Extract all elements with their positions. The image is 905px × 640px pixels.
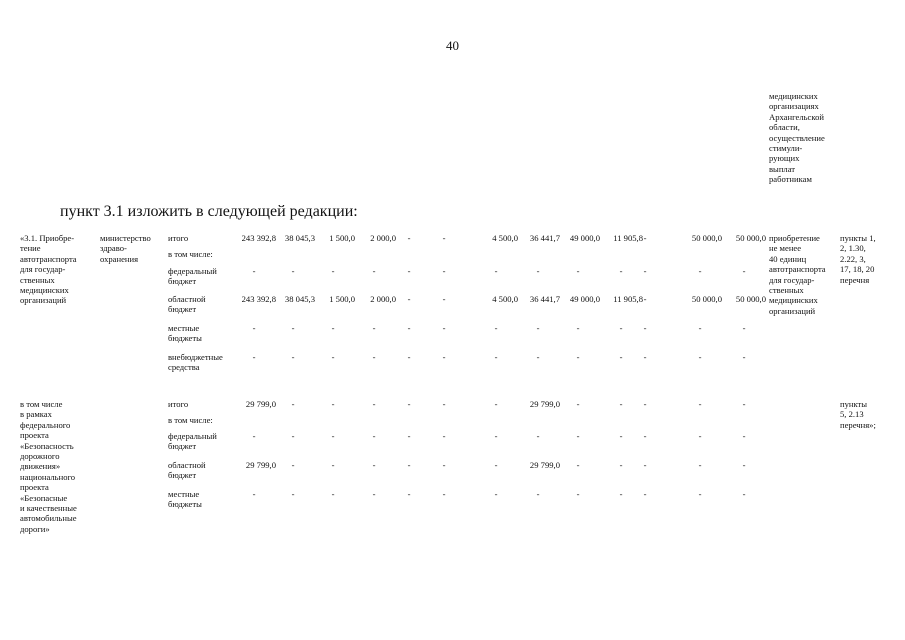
funding-value-cell: - bbox=[643, 352, 647, 362]
funding-value-cell: - bbox=[619, 489, 623, 499]
funding-value-cell: - bbox=[698, 266, 702, 276]
funding-value-cell: - bbox=[252, 266, 256, 276]
funding-value-cell: 29 799,0 bbox=[245, 399, 276, 409]
funding-value-cell: - bbox=[291, 489, 295, 499]
funding-value-cell: - bbox=[372, 489, 376, 499]
funding-value-cell: - bbox=[536, 431, 540, 441]
funding-value-cell: - bbox=[742, 266, 746, 276]
funding-source-label: итого bbox=[168, 233, 189, 243]
funding-source-label: местные бюджеты bbox=[168, 323, 202, 344]
funding-value-cell: - bbox=[576, 323, 580, 333]
funding-value-cell: - bbox=[291, 323, 295, 333]
funding-value-cell: - bbox=[643, 431, 647, 441]
funding-value-cell: - bbox=[698, 460, 702, 470]
funding-source-label: областной бюджет bbox=[168, 460, 206, 481]
funding-value-cell: - bbox=[407, 460, 411, 470]
funding-value-cell: - bbox=[576, 399, 580, 409]
funding-value-cell: - bbox=[643, 323, 647, 333]
funding-value-cell: 50 000,0 bbox=[691, 294, 722, 304]
measure-name: «3.1. Приобре- тение автотранспорта для государ- ственных медицинских организаций bbox=[20, 233, 77, 306]
funding-value-cell: 4 500,0 bbox=[492, 233, 518, 243]
funding-source-label: в том числе: bbox=[168, 249, 213, 259]
funding-value-cell: - bbox=[494, 489, 498, 499]
funding-value-cell: - bbox=[742, 489, 746, 499]
funding-value-cell: 38 045,3 bbox=[284, 233, 315, 243]
funding-value-cell: - bbox=[698, 399, 702, 409]
funding-value-cell: - bbox=[331, 489, 335, 499]
funding-value-cell: - bbox=[372, 431, 376, 441]
funding-value-cell: - bbox=[576, 266, 580, 276]
funding-source-label: местные бюджеты bbox=[168, 489, 202, 510]
funding-value-cell: - bbox=[576, 489, 580, 499]
funding-value-cell: - bbox=[619, 323, 623, 333]
funding-value-cell: - bbox=[331, 352, 335, 362]
funding-source-label: внебюджетные средства bbox=[168, 352, 223, 373]
funding-value-cell: 243 392,8 bbox=[241, 294, 276, 304]
funding-value-cell: - bbox=[372, 266, 376, 276]
funding-value-cell: 29 799,0 bbox=[529, 399, 560, 409]
funding-value-cell: - bbox=[372, 460, 376, 470]
funding-value-cell: - bbox=[372, 352, 376, 362]
funding-value-cell: - bbox=[252, 431, 256, 441]
funding-value-cell: 243 392,8 bbox=[241, 233, 276, 243]
funding-value-cell: - bbox=[407, 431, 411, 441]
funding-value-cell: - bbox=[442, 399, 446, 409]
funding-value-cell: - bbox=[536, 489, 540, 499]
funding-value-cell: - bbox=[291, 352, 295, 362]
funding-value-cell: - bbox=[291, 460, 295, 470]
funding-value-cell: - bbox=[619, 399, 623, 409]
funding-value-cell: - bbox=[536, 352, 540, 362]
funding-value-cell: - bbox=[494, 323, 498, 333]
funding-value-cell: - bbox=[742, 431, 746, 441]
funding-value-cell: - bbox=[698, 489, 702, 499]
funding-value-cell: - bbox=[407, 352, 411, 362]
funding-value-cell: 29 799,0 bbox=[529, 460, 560, 470]
funding-source-label: областной бюджет bbox=[168, 294, 206, 315]
funding-value-cell: 1 500,0 bbox=[329, 233, 355, 243]
funding-value-cell: - bbox=[331, 460, 335, 470]
funding-value-cell: 4 500,0 bbox=[492, 294, 518, 304]
funding-value-cell: 2 000,0 bbox=[370, 294, 396, 304]
funding-value-cell: - bbox=[252, 352, 256, 362]
funding-value-cell: 36 441,7 bbox=[529, 233, 560, 243]
funding-value-cell: - bbox=[494, 460, 498, 470]
funding-value-cell: - bbox=[442, 489, 446, 499]
amendment-heading: пункт 3.1 изложить в следующей редакции: bbox=[60, 203, 358, 220]
funding-value-cell: 50 000,0 bbox=[735, 294, 766, 304]
expected-result: приобретение не менее 40 единиц автотранспорта для государ- ственных медицинских организаций bbox=[769, 233, 826, 316]
funding-value-cell: 50 000,0 bbox=[691, 233, 722, 243]
funding-value-cell: - bbox=[291, 431, 295, 441]
funding-value-cell: - bbox=[742, 460, 746, 470]
funding-source-label: федеральный бюджет bbox=[168, 266, 217, 287]
funding-value-cell: - bbox=[698, 323, 702, 333]
funding-value-cell: 1 500,0 bbox=[329, 294, 355, 304]
funding-value-cell: - bbox=[407, 399, 411, 409]
funding-value-cell: - bbox=[494, 266, 498, 276]
funding-value-cell: 11 905,8 bbox=[613, 294, 643, 304]
funding-source-label: федеральный бюджет bbox=[168, 431, 217, 452]
funding-value-cell: - bbox=[407, 294, 411, 304]
funding-value-cell: - bbox=[742, 323, 746, 333]
funding-value-cell: - bbox=[331, 399, 335, 409]
funding-value-cell: - bbox=[407, 266, 411, 276]
funding-value-cell: - bbox=[331, 431, 335, 441]
previous-goal-fragment: медицинских организациях Архангельской области, осуществление стимули- рующих выплат работникам bbox=[769, 91, 825, 185]
indicator-references: пункты 5, 2.13 перечня»; bbox=[840, 399, 876, 430]
funding-value-cell: - bbox=[494, 431, 498, 441]
funding-value-cell: - bbox=[536, 323, 540, 333]
funding-value-cell: - bbox=[442, 323, 446, 333]
funding-value-cell: - bbox=[407, 323, 411, 333]
funding-value-cell: - bbox=[576, 352, 580, 362]
funding-value-cell: 49 000,0 bbox=[569, 233, 600, 243]
funding-value-cell: - bbox=[576, 460, 580, 470]
funding-value-cell: - bbox=[372, 399, 376, 409]
funding-value-cell: - bbox=[407, 233, 411, 243]
funding-value-cell: - bbox=[643, 233, 647, 243]
funding-source-label: итого bbox=[168, 399, 189, 409]
funding-value-cell: - bbox=[643, 266, 647, 276]
funding-value-cell: 11 905,8 bbox=[613, 233, 643, 243]
funding-value-cell: 49 000,0 bbox=[569, 294, 600, 304]
funding-value-cell: - bbox=[536, 266, 540, 276]
funding-value-cell: - bbox=[442, 266, 446, 276]
funding-value-cell: - bbox=[576, 431, 580, 441]
funding-value-cell: 50 000,0 bbox=[735, 233, 766, 243]
funding-value-cell: - bbox=[742, 399, 746, 409]
funding-value-cell: - bbox=[331, 323, 335, 333]
funding-value-cell: - bbox=[619, 352, 623, 362]
funding-value-cell: - bbox=[643, 294, 647, 304]
federal-project-name: в том числе в рамках федерального проекта «Безопасность дорожного движения» национального проекта «Безопасные и качественные автомобильные дороги» bbox=[20, 399, 77, 534]
funding-value-cell: - bbox=[494, 399, 498, 409]
funding-value-cell: - bbox=[372, 323, 376, 333]
executor-name: министерство здраво- охранения bbox=[100, 233, 151, 264]
funding-value-cell: 38 045,3 bbox=[284, 294, 315, 304]
funding-value-cell: 29 799,0 bbox=[245, 460, 276, 470]
funding-source-label: в том числе: bbox=[168, 415, 213, 425]
funding-value-cell: - bbox=[331, 266, 335, 276]
funding-value-cell: - bbox=[742, 352, 746, 362]
funding-value-cell: - bbox=[643, 489, 647, 499]
funding-value-cell: - bbox=[252, 489, 256, 499]
funding-value-cell: 2 000,0 bbox=[370, 233, 396, 243]
funding-value-cell: - bbox=[442, 352, 446, 362]
funding-value-cell: - bbox=[619, 266, 623, 276]
funding-value-cell: - bbox=[643, 460, 647, 470]
funding-value-cell: - bbox=[252, 323, 256, 333]
funding-value-cell: - bbox=[442, 233, 446, 243]
funding-value-cell: - bbox=[291, 399, 295, 409]
funding-value-cell: - bbox=[442, 431, 446, 441]
funding-value-cell: - bbox=[619, 431, 623, 441]
funding-value-cell: - bbox=[643, 399, 647, 409]
funding-value-cell: - bbox=[698, 431, 702, 441]
funding-value-cell: - bbox=[291, 266, 295, 276]
funding-value-cell: 36 441,7 bbox=[529, 294, 560, 304]
indicator-references: пункты 1, 2, 1.30, 2.22, 3, 17, 18, 20 перечня bbox=[840, 233, 876, 285]
funding-value-cell: - bbox=[442, 460, 446, 470]
funding-value-cell: - bbox=[442, 294, 446, 304]
funding-value-cell: - bbox=[494, 352, 498, 362]
funding-value-cell: - bbox=[619, 460, 623, 470]
funding-value-cell: - bbox=[698, 352, 702, 362]
page-number: 40 bbox=[446, 38, 459, 53]
funding-value-cell: - bbox=[407, 489, 411, 499]
